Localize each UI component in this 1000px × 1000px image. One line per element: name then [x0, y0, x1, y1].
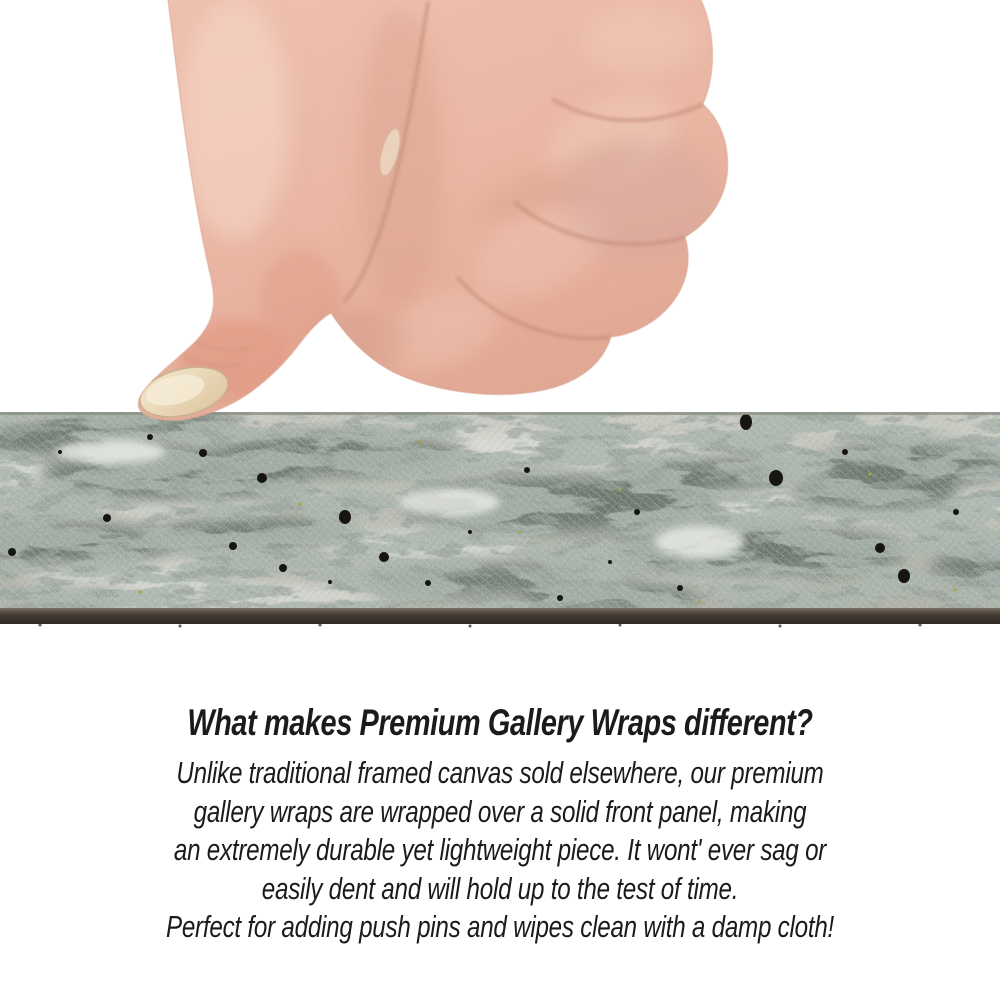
canvas-strip-photo [0, 412, 1000, 630]
info-text-block [110, 702, 890, 947]
info-line: gallery wraps are wrapped over a solid front panel, making [193, 793, 807, 829]
canvas-bottom-edge [0, 608, 1000, 624]
info-heading: What makes Premium Gallery Wraps different? [187, 702, 813, 743]
canvas-texture [0, 412, 1000, 614]
info-line: Perfect for adding push pins and wipes clean with a damp cloth! [165, 909, 835, 944]
info-line: Unlike traditional framed canvas sold elsewhere, our premium [176, 755, 824, 790]
info-line: an extremely durable yet lightweight piece. It wont' ever sag or [173, 832, 827, 867]
hand-photo [0, 0, 1000, 440]
info-line: easily dent and will hold up to the test of time. [261, 870, 739, 906]
